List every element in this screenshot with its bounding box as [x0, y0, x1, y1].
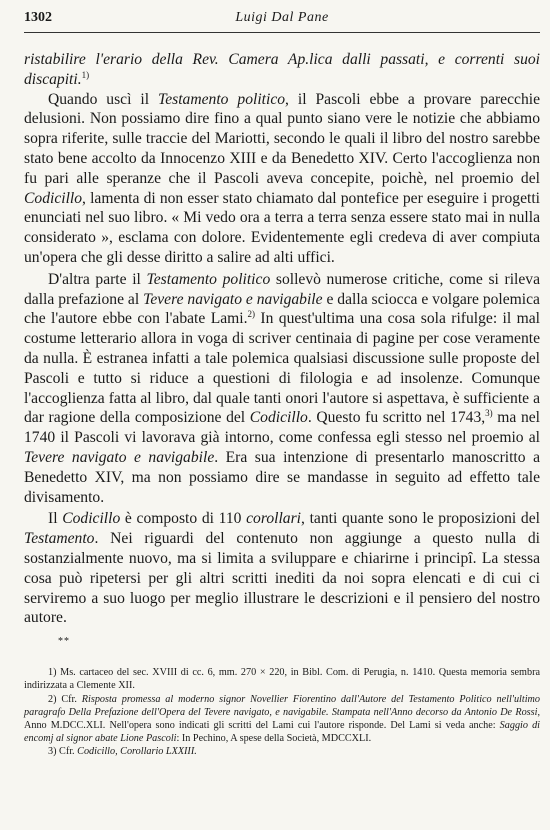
italic-run: Codicillo — [62, 510, 121, 528]
italic-run: Codicillo — [249, 409, 308, 427]
text-run: e dalla sciocca e volgare polemica che l'autore ebbe con l'abate Lami. — [24, 290, 540, 328]
section-stars: ** — [58, 636, 70, 648]
italic-run: Risposta promessa al moderno signor Novellier Fiorentino dall'Autore del Testamento Politico nell'ultimo paragrafo Della Prefazione dell'Opera del Tevere navigato, e navigabile. Stampata nell'Anno decorso da Antonio De Rossi — [24, 693, 540, 718]
italic-run: Testamento — [24, 530, 95, 548]
footnote-2 — [24, 693, 540, 746]
footnote-ref-1: 1) — [81, 69, 90, 80]
text-run: , Anno M.DCC.XLI. Nell'opera sono indicati gli scritti del Lami cui l'autore risponde. Del Lami si veda anche: — [24, 706, 540, 731]
italic-run: Testamento politico — [157, 90, 286, 108]
book-page — [24, 10, 540, 759]
footnote-3 — [24, 745, 540, 758]
paragraph-4 — [24, 509, 540, 628]
header-rule — [24, 32, 540, 33]
text-run: : In Pechino, A spese della Società, MDCCXLI. — [176, 733, 372, 745]
italic-run: Tevere navigato e navigabile — [143, 290, 323, 308]
text-run: , lamenta di non esser stato chiamato dal pontefice per eseguire i progetti enunciati nel suo libro. « Mi vedo ora a terra a terra senza essere stato mai in nulla considerato », esclama con dolore. Evidentemente egli credeva di aver compiuta un'opera che gli desse diritto a salire ad alti uffici. — [24, 189, 540, 266]
paragraph-3 — [24, 270, 540, 508]
italic-run: Tevere navigato e navigabile — [24, 448, 215, 466]
text-run: D'altra parte il — [48, 270, 147, 288]
text-run: , tanti quante sono le proposizioni del — [301, 510, 540, 528]
paragraph-1 — [24, 50, 540, 90]
text-run: sollevò numerose critiche, come si rileva dalla prefazione al — [24, 270, 541, 308]
footnote-ref-3: 3) — [485, 408, 493, 419]
text-run: , il Pascoli ebbe a provare parecchie delusioni. Non possiamo dire fino a qual punto siano vere le notizie che abbiamo sopra riferite, sulle traccie del Mariotti, secondo le quali il libro del nostro sarebbe stato bene accolto da Innocenzo XIII e da Benedetto XIV. Certo l'accoglienza non fu pari alle speranze che il Pascoli aveva concepite, poichè, nel proemio del — [24, 90, 541, 187]
italic-run: Testamento politico — [146, 270, 271, 288]
text-run: Quando uscì il — [48, 90, 158, 108]
text-run: . Questo fu scritto nel 1743, — [307, 409, 486, 427]
page-number: 1302 — [24, 10, 52, 25]
italic-quote: ristabilire l'erario della Rev. Camera Ap.lica dalli passati, e correnti suoi discapiti. — [24, 51, 540, 88]
footnotes — [24, 666, 540, 758]
text-run: . Nei riguardi del contenuto non aggiunge a questo nulla di sostanzialmente nuovo, ma si limita a sviluppare e chiarirne i principî. La stessa cosa può ripetersi per gli altri scritti inediti da noi sopra elencati e di cui ci serviremo a suo luogo per meglio illustrare le descrizioni e il pensiero del nostro autore. — [24, 530, 540, 627]
italic-run: Saggio di encomj al signor abate Lione Pascoli — [24, 719, 540, 745]
italic-run: Codicillo — [24, 189, 83, 207]
italic-run: Codicillo, Corollario LXXIII. — [77, 746, 197, 758]
text-run: 3) Cfr. — [48, 746, 78, 758]
text-run: è composto di 110 — [120, 510, 247, 528]
text-run: . Era sua intenzione di presentarlo manoscritto a Benedetto XIV, ma non possiamo dire se mandasse in seguito ad effetto tale divisamento. — [24, 448, 540, 506]
italic-run: corollari — [246, 510, 302, 528]
paragraph-2 — [24, 90, 540, 268]
text-run: In quest'ultima una cosa sola rifulge: il mal costume letterario allora in voga di scriver centinaia di pagine per cose veramente da nulla. È estranea infatti a tale polemica qualsiasi discussione sulle proposte del Pascoli e tutto si riduce a questioni di filologia e ad insolenze. Comunque l'accoglienza fatta al libro, dal quale tanti onori l'autore si aspettava, è sufficiente a dar ragione della composizione del — [24, 310, 540, 427]
text-run: Il — [48, 510, 63, 528]
text-run: 2) Cfr. — [48, 693, 82, 705]
footnote-ref-2: 2) — [247, 309, 255, 320]
text-run: ma nel 1740 il Pascoli vi lavorava già intorno, come confessa egli stesso nel proemio al — [24, 409, 540, 447]
footnote-1: 1) Ms. cartaceo del sec. XVIII di cc. 6, mm. 270 × 220, in Bibl. Com. di Perugia, n. 1410. Questa memoria sembra indirizzata a Clemente XII. — [24, 667, 540, 692]
running-head: Luigi Dal Pane — [235, 10, 329, 25]
body-text — [24, 50, 540, 646]
page-header — [24, 10, 540, 32]
